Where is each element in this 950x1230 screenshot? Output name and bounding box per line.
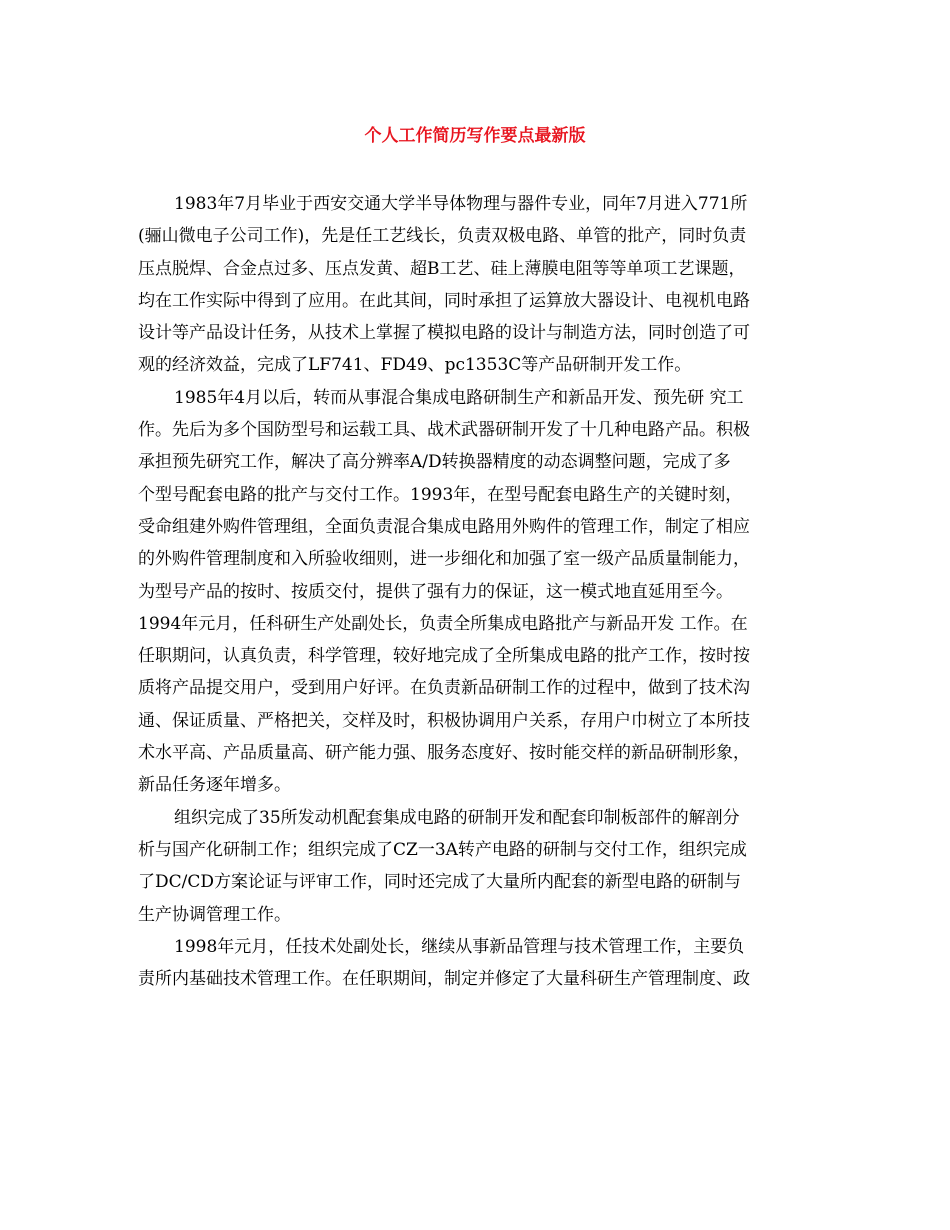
document-title: 个人工作简历写作要点最新版 bbox=[364, 126, 586, 146]
text-line: (骊山微电子公司工作)，先是任工艺线长，负责双极电路、单管的批产，同时负责 bbox=[138, 226, 747, 247]
text-line: 任职期问，认真负责，科学管理，较好地完成了全所集成电路的批产工作，按时按 bbox=[138, 646, 750, 667]
text-line: 作。先后为多个国防型号和运载工具、战术武器研制开发了十几种电路产品。积极 bbox=[138, 420, 750, 441]
text-line: 设计等产品设计任务，从技术上掌握了模拟电路的设计与制造方法，同时创造了可 bbox=[138, 323, 750, 344]
text-line: 的外购件管理制度和入所验收细则，进一步细化和加强了室一级产品质量制能力， bbox=[138, 549, 750, 570]
text-line: 析与国产化研制工作；组织完成了CZ一3A转产电路的研制与交付工作，组织完成 bbox=[138, 839, 747, 860]
text-line: 生产协调管理工作。 bbox=[138, 904, 291, 925]
text-line: 1994年元月，任科研生产处副处长，负责全所集成电路批产与新品开发 工作。在 bbox=[138, 613, 748, 634]
document-body bbox=[138, 188, 816, 995]
text-line: 质将产品提交用户，受到用户好评。在负责新品研制工作的过程中，做到了技术沟 bbox=[138, 678, 750, 699]
text-line: 均在工作实际中得到了应用。在此其间，同时承担了运算放大器设计、电视机电路 bbox=[138, 290, 750, 311]
text-line: 个型号配套电路的批产与交付工作。1993年，在型号配套电路生产的关键时刻， bbox=[138, 484, 743, 505]
text-line: 通、保证质量、严格把关，交样及时，积极协调用户关系，存用户巾树立了本所技 bbox=[138, 710, 750, 731]
text-line: 新品任务逐年增多。 bbox=[138, 775, 291, 796]
text-line: 承担预先研究工作，解决了高分辨率A/D转换器精度的动态调整问题，完成了多 bbox=[138, 452, 731, 473]
text-line: 1985年4月以后，转而从事混合集成电路研制生产和新品开发、预先研 究工 bbox=[174, 387, 744, 408]
text-line: 术水平高、产品质量高、研产能力强、服务态度好、按时能交样的新品研制形象， bbox=[138, 743, 750, 764]
text-line: 责所内基础技术管理工作。在任职期间，制定并修定了大量科研生产管理制度、政 bbox=[138, 969, 750, 990]
text-line: 受命组建外购件管理组，全面负责混合集成电路用外购件的管理工作，制定了相应 bbox=[138, 516, 750, 537]
text-line: 压点脱焊、合金点过多、压点发黄、超B工艺、硅上薄膜电阻等等单项工艺课题， bbox=[138, 258, 746, 279]
text-line: 1983年7月毕业于西安交通大学半导体物理与器件专业，同年7月进入771所 bbox=[174, 194, 748, 214]
text-line: 1998年元月，任技术处副处长，继续从事新品管理与技术管理工作，主要负 bbox=[174, 936, 745, 957]
text-line: 为型号产品的按时、按质交付，提供了强有力的保证，这一模式地直延用至今。 bbox=[138, 581, 733, 602]
text-line: 观的经济效益，完成了LF741、FD49、pc1353C等产品研制开发工作。 bbox=[138, 355, 692, 376]
text-line: 了DC/CD方案论证与评审工作，同时还完成了大量所内配套的新型电路的研制与 bbox=[138, 872, 742, 893]
text-line: 组织完成了35所发动机配套集成电路的研制开发和配套印制板部件的解剖分 bbox=[174, 807, 740, 828]
